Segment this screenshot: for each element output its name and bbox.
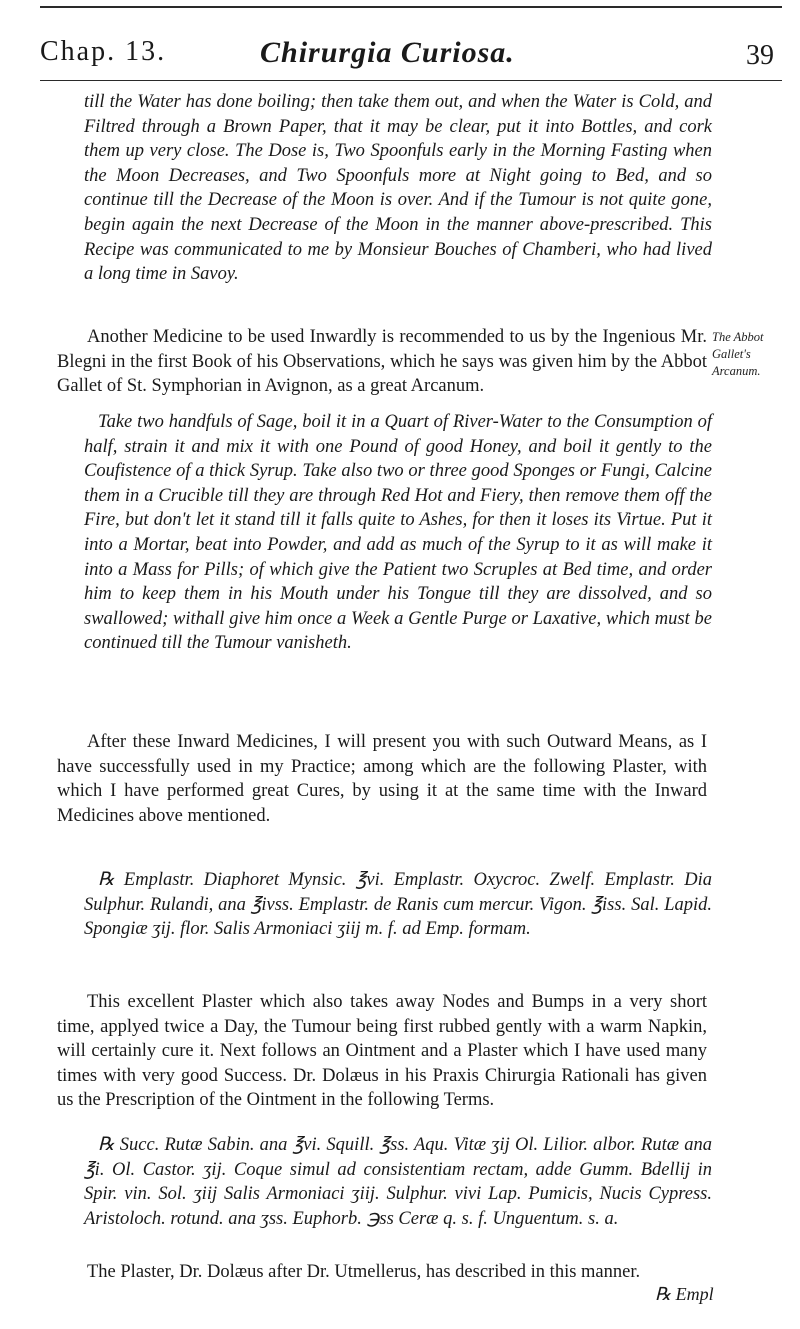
- recipe-continuation-paragraph: till the Water has done boiling; then take them out, and when the Water is Cold, and Filtred through a Brown Paper, that it may be clear, put it into Bottles, and cork them up very close. The Dose is, Two Spoonfuls early in the Morning Fasting when the Moon Decreases, and Two Spoonfuls more at Night going to Bed, and so continue till the Decrease of the Moon is over. And if the Tumour is not quite gone, begin again the next Decrease of the Moon in the manner above-prescribed. This Recipe was communicated to me by Monsieur Bouches of Chamberi, who had lived a long time in Savoy.: [84, 92, 712, 285]
- top-rule: [40, 6, 782, 8]
- running-title: Chirurgia Curiosa.: [260, 36, 515, 69]
- plaster-description-paragraph: This excellent Plaster which also takes away Nodes and Bumps in a very short time, applyed twice a Day, the Tumour being first rubbed gently with a warm Napkin, will certainly cure it. Next follows an Ointment and a Plaster which I have used many times with very good Success. Dr. Dolæus in his Praxis Chirurgia Rationali has given us the Prescription of the Ointment in the following Terms.: [57, 992, 707, 1111]
- catchword: ℞ Empl: [655, 1284, 714, 1304]
- chapter-label: Chap. 13.: [40, 36, 167, 67]
- margin-note: The Abbot Gallet's Arcanum.: [712, 330, 764, 378]
- page-number: 39: [746, 40, 774, 71]
- sage-recipe-paragraph: Take two handfuls of Sage, boil it in a Quart of River-Water to the Consumption of half, strain it and mix it with one Pound of good Honey, and boil it gently to the Coufistence of a thick Syrup. Take also two or three good Sponges or Fungi, Calcine them in a Crucible till they are through Red Hot and Fiery, then remove them off the Fire, but don't let it stand till it falls quite to Ashes, for then it loses its Virtue. Put it into a Mortar, beat into Powder, and add as much of the Syrup to it as will make it into a Mass for Pills; of which give the Patient two Scruples at Bed time, and order him to keep them in his Mouth under his Tongue till they are dissolved, and so swallowed; withall give him once a Week a Gentle Purge or Laxative, which must be continued till the Tumour vanisheth.: [84, 412, 712, 654]
- ointment-prescription: ℞ Succ. Rutæ Sabin. ana ℥vi. Squill. ℥ss. Aqu. Vitæ ʒij Ol. Lilior. albor. Rutæ ana ℥i. Ol. Castor. ʒij. Coque simul ad consistentiam rectam, adde Gumm. Bdellij in Spir. vin. Sol. ʒiij Salis Armoniaci ʒiij. Sulphur. vivi Lap. Pumicis, Nucis Cypress. Aristoloch. rotund. ana ʒss. Euphorb. ℈ss Ceræ q. s. f. Unguentum. s. a.: [84, 1135, 712, 1229]
- outward-means-paragraph: After these Inward Medicines, I will present you with such Outward Means, as I have successfully used in my Practice; among which are the following Plaster, with which I have performed great Cures, by using it at the same time with the Inward Medicines above mentioned.: [57, 732, 707, 826]
- plaster-prescription: ℞ Emplastr. Diaphoret Mynsic. ℥vi. Emplastr. Oxycroc. Zwelf. Emplastr. Dia Sulphur. Rulandi, ana ℥ivss. Emplastr. de Ranis cum mercur. Vigon. ℥iss. Sal. Lapid. Spongiæ ʒij. flor. Salis Armoniaci ʒiij m. f. ad Emp. formam.: [84, 870, 712, 940]
- closing-paragraph: The Plaster, Dr. Dolæus after Dr. Utmellerus, has described in this manner.: [87, 1262, 641, 1282]
- intro-paragraph-blegni: Another Medicine to be used Inwardly is recommended to us by the Ingenious Mr. Blegni in the first Book of his Observations, which he says was given him by the Abbot Gallet of St. Symphorian in Avignon, as a great Arcanum.: [57, 327, 707, 397]
- running-header: [40, 36, 782, 80]
- header-rule: [40, 80, 782, 81]
